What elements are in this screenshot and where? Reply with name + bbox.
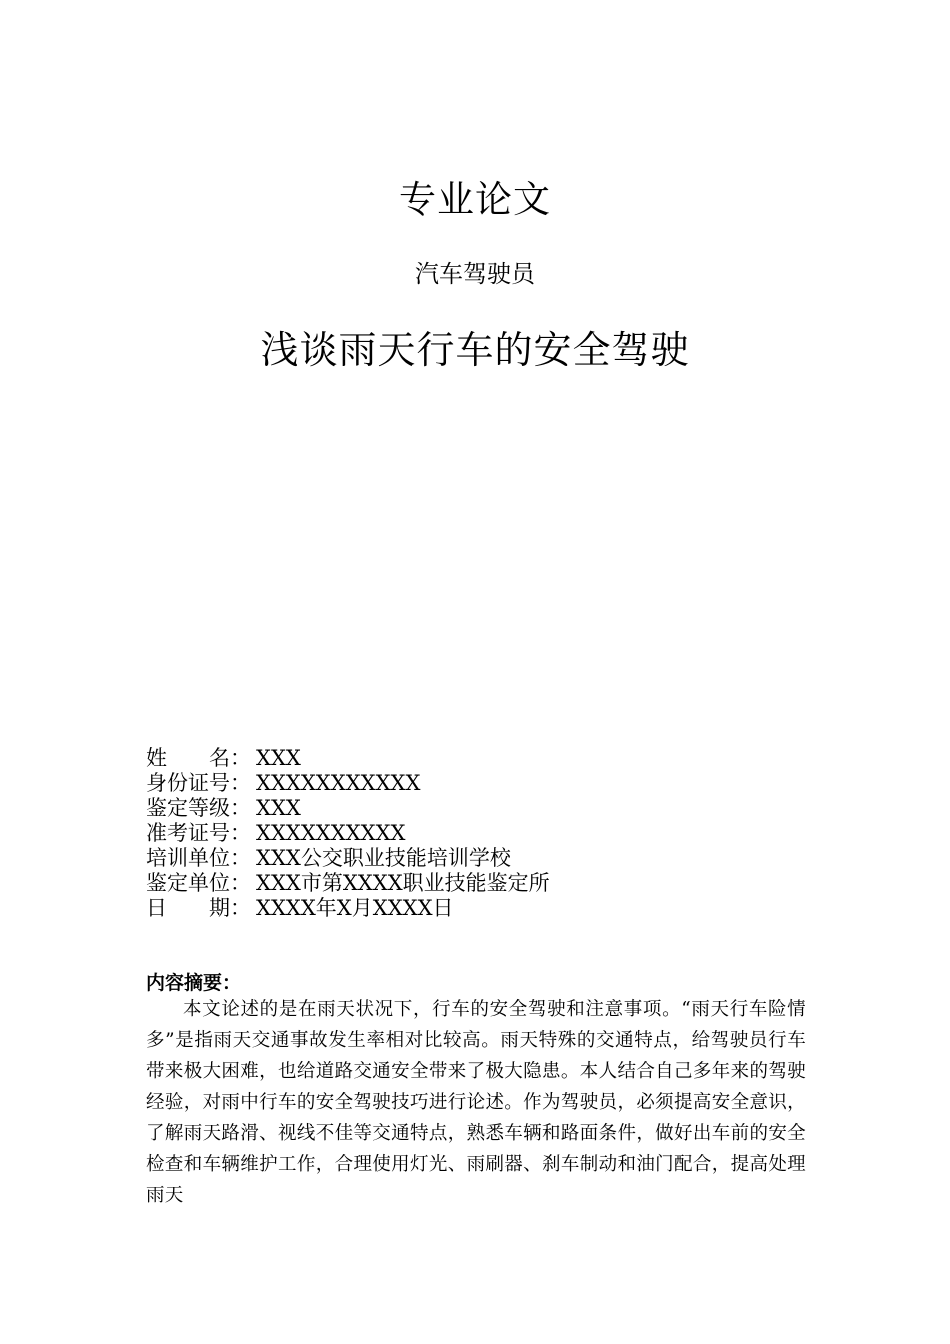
- abstract-heading: 内容摘要：: [146, 972, 242, 994]
- info-value: XXX公交职业技能培训学校: [256, 846, 511, 870]
- info-value: XXX: [256, 746, 301, 770]
- info-row-exam-number: [146, 821, 806, 846]
- info-value: XXXXXXXXXX: [256, 821, 406, 845]
- profession-subtitle: 汽车驾驶员: [415, 260, 535, 288]
- info-label: 准考证号：: [146, 821, 251, 845]
- info-value: XXXX年X月XXXX日: [256, 896, 454, 920]
- info-row-id-number: [146, 771, 806, 796]
- info-value: XXX: [256, 796, 301, 820]
- candidate-info-block: [146, 746, 806, 921]
- abstract-paragraph: 本文论述的是在雨天状况下，行车的安全驾驶和注意事项。“雨天行车险情多”是指雨天交通事故发生率相对比较高。雨天特殊的交通特点，给驾驶员行车带来极大困难，也给道路交通安全带来了极大隐患。本人结合自己多年来的驾驶经验，对雨中行车的安全驾驶技巧进行论述。作为驾驶员，必须提高安全意识，了解雨天路滑、视线不佳等交通特点，熟悉车辆和路面条件，做好出车前的安全检查和车辆维护工作，合理使用灯光、雨刷器、刹车制动和油门配合，提高处理雨天: [146, 999, 806, 1206]
- info-label: 鉴定等级：: [146, 796, 251, 820]
- info-row-appraisal-unit: [146, 871, 806, 896]
- document-type-heading: 专业论文: [399, 178, 551, 221]
- info-value: XXXXXXXXXXX: [256, 771, 421, 795]
- info-row-level: [146, 796, 806, 821]
- info-label: 鉴定单位：: [146, 871, 251, 895]
- info-row-training-unit: [146, 846, 806, 871]
- info-label: 姓 名：: [146, 746, 251, 770]
- info-label: 身份证号：: [146, 771, 251, 795]
- info-label: 培训单位：: [146, 846, 251, 870]
- info-row-date: [146, 896, 806, 921]
- info-row-name: [146, 746, 806, 771]
- paper-title: 浅谈雨天行车的安全驾驶: [260, 328, 690, 372]
- info-value: XXX市第XXXX职业技能鉴定所: [256, 871, 550, 895]
- info-label: 日 期：: [146, 896, 251, 920]
